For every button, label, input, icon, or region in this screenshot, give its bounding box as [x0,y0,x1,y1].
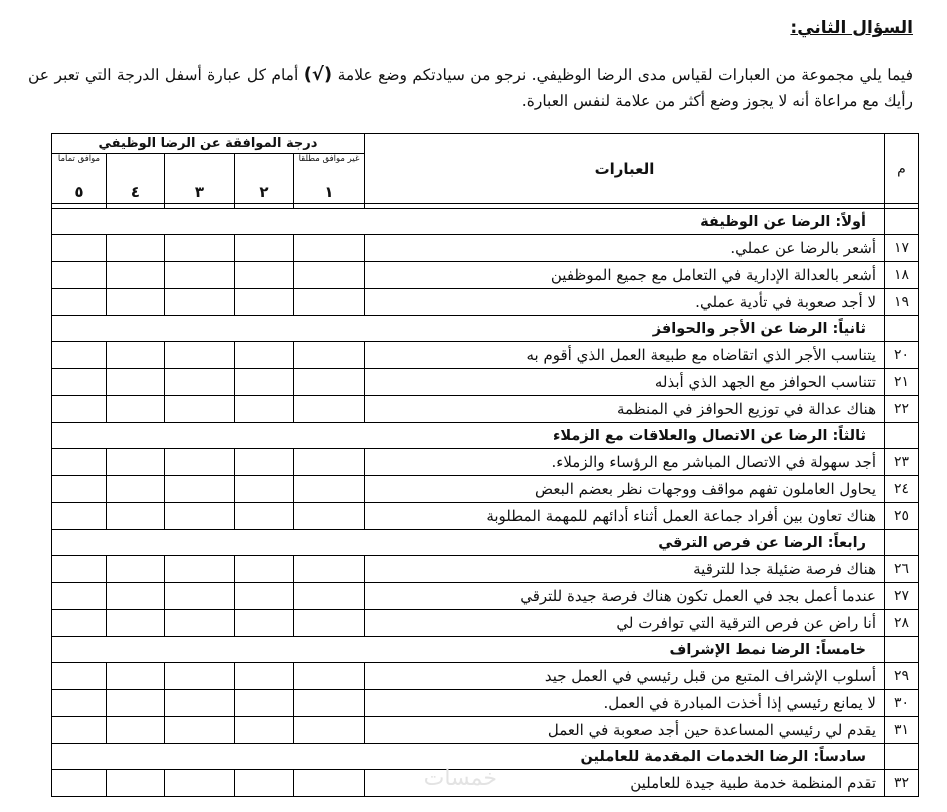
statement-row [52,235,919,262]
rating-cell-2[interactable] [235,449,294,476]
statement-text: هناك تعاون بين أفراد جماعة العمل أثناء أدائهم للمهمة المطلوبة [365,503,885,530]
statement-row [52,556,919,583]
instructions-text-start: فيما يلي مجموعة من العبارات لقياس مدى الرضا الوظيفي. نرجو من سيادتكم وضع علامة [332,66,913,84]
statement-number: ٣٢ [885,770,919,797]
rating-cell-5[interactable] [52,369,107,396]
rating-cell-1[interactable] [294,262,365,289]
rating-cell-4[interactable] [107,369,165,396]
rating-cell-5[interactable] [52,342,107,369]
rating-cell-5[interactable] [52,717,107,744]
rating-cell-1[interactable] [294,476,365,503]
rating-cell-5[interactable] [52,235,107,262]
rating-cell-3[interactable] [165,369,235,396]
rating-cell-4[interactable] [107,717,165,744]
section-row [52,316,919,342]
rating-cell-2[interactable] [235,770,294,797]
rating-cell-1[interactable] [294,717,365,744]
statement-text: لا أجد صعوبة في تأدية عملي. [365,289,885,316]
section-title: أولاً: الرضا عن الوظيفة [52,209,885,235]
rating-cell-1[interactable] [294,583,365,610]
statement-text: أجد سهولة في الاتصال المباشر مع الرؤساء والزملاء. [365,449,885,476]
rating-cell-4[interactable] [107,610,165,637]
section-title: سادساً: الرضا الخدمات المقدمة للعاملين [52,744,885,770]
statement-text: هناك عدالة في توزيع الحوافز في المنظمة [365,396,885,423]
rating-cell-3[interactable] [165,663,235,690]
rating-cell-1[interactable] [294,342,365,369]
section-number-cell [885,423,919,449]
statement-number: ٢٥ [885,503,919,530]
statement-number: ٣١ [885,717,919,744]
instructions-text-end: أمام كل عبارة أسفل الدرجة التي تعبر عن رأيك مع مراعاة أنه لا يجوز وضع أكثر من علامة لنفس العبارة. [28,66,913,110]
statement-number: ١٨ [885,262,919,289]
rating-cell-1[interactable] [294,449,365,476]
statement-row [52,717,919,744]
section-title: خامساً: الرضا نمط الإشراف [52,637,885,663]
statement-row [52,396,919,423]
rating-cell-1[interactable] [294,556,365,583]
rating-cell-2[interactable] [235,503,294,530]
rating-cell-5[interactable] [52,556,107,583]
rating-cell-1[interactable] [294,503,365,530]
scale-digit-2: ٢ [235,182,294,204]
scale-digit-5: ٥ [52,182,107,204]
scale-high-label: موافق تماما [52,154,107,182]
statement-text: تتناسب الحوافز مع الجهد الذي أبذله [365,369,885,396]
rating-cell-2[interactable] [235,289,294,316]
statement-row [52,289,919,316]
rating-cell-5[interactable] [52,396,107,423]
rating-cell-3[interactable] [165,396,235,423]
statement-text: أنا راض عن فرص الترقية التي توافرت لي [365,610,885,637]
rating-cell-2[interactable] [235,476,294,503]
statement-number: ٢٦ [885,556,919,583]
number-column-header: م [885,134,919,204]
rating-cell-4[interactable] [107,770,165,797]
rating-cell-1[interactable] [294,663,365,690]
rating-cell-5[interactable] [52,583,107,610]
scale-digit-1: ١ [294,182,365,204]
rating-cell-4[interactable] [107,476,165,503]
watermark-logo: خمسات [423,766,497,791]
scale-label-2 [235,154,294,182]
statement-number: ٢٣ [885,449,919,476]
statement-row [52,770,919,797]
rating-cell-3[interactable] [165,235,235,262]
rating-cell-3[interactable] [165,342,235,369]
rating-cell-3[interactable] [165,262,235,289]
rating-cell-3[interactable] [165,476,235,503]
statement-text: هناك فرصة ضئيلة جدا للترقية [365,556,885,583]
rating-cell-5[interactable] [52,690,107,717]
rating-cell-2[interactable] [235,556,294,583]
statement-number: ٢٨ [885,610,919,637]
rating-cell-4[interactable] [107,449,165,476]
statement-number: ٢٠ [885,342,919,369]
section-title: ثانياً: الرضا عن الأجر والحوافز [52,316,885,342]
rating-cell-3[interactable] [165,610,235,637]
rating-cell-5[interactable] [52,262,107,289]
rating-cell-2[interactable] [235,717,294,744]
section-row [52,209,919,235]
rating-cell-3[interactable] [165,690,235,717]
rating-cell-1[interactable] [294,770,365,797]
statement-text: أشعر بالرضا عن عملي. [365,235,885,262]
rating-cell-1[interactable] [294,235,365,262]
rating-cell-1[interactable] [294,610,365,637]
statement-number: ١٧ [885,235,919,262]
statement-text: عندما أعمل بجد في العمل تكون هناك فرصة جيدة للترقي [365,583,885,610]
question-title: السؤال الثاني: [790,18,913,38]
statement-number: ٣٠ [885,690,919,717]
section-title: ثالثاً: الرضا عن الاتصال والعلاقات مع الزملاء [52,423,885,449]
rating-cell-3[interactable] [165,449,235,476]
rating-cell-2[interactable] [235,663,294,690]
statement-number: ٢١ [885,369,919,396]
rating-cell-4[interactable] [107,342,165,369]
statement-number: ٢٩ [885,663,919,690]
statement-row [52,690,919,717]
statement-row [52,583,919,610]
section-number-cell [885,637,919,663]
section-row [52,637,919,663]
rating-cell-5[interactable] [52,663,107,690]
rating-cell-2[interactable] [235,396,294,423]
rating-cell-5[interactable] [52,449,107,476]
rating-cell-2[interactable] [235,235,294,262]
rating-cell-2[interactable] [235,583,294,610]
rating-cell-2[interactable] [235,342,294,369]
rating-cell-1[interactable] [294,396,365,423]
rating-cell-2[interactable] [235,690,294,717]
rating-cell-4[interactable] [107,690,165,717]
scale-digit-4: ٤ [107,182,165,204]
rating-cell-1[interactable] [294,289,365,316]
statement-text: يتناسب الأجر الذي اتقاضاه مع طبيعة العمل الذي أقوم به [365,342,885,369]
statement-number: ٢٢ [885,396,919,423]
agreement-scale-title: درجة الموافقة عن الرضا الوظيفي [52,134,365,154]
rating-cell-1[interactable] [294,369,365,396]
rating-cell-4[interactable] [107,503,165,530]
rating-cell-5[interactable] [52,503,107,530]
rating-cell-2[interactable] [235,262,294,289]
scale-low-label: غير موافق مطلقا [294,154,365,182]
statement-text: أشعر بالعدالة الإدارية في التعامل مع جميع الموظفين [365,262,885,289]
statement-row [52,262,919,289]
rating-cell-5[interactable] [52,610,107,637]
statement-text: يحاول العاملون تفهم مواقف ووجهات نظر بعضم البعض [365,476,885,503]
section-title: رابعاً: الرضا عن فرص الترقي [52,530,885,556]
rating-cell-5[interactable] [52,770,107,797]
section-number-cell [885,530,919,556]
check-mark-symbol: (√) [303,64,333,85]
rating-cell-4[interactable] [107,556,165,583]
rating-cell-2[interactable] [235,610,294,637]
statement-row [52,449,919,476]
rating-cell-3[interactable] [165,717,235,744]
scale-label-4 [107,154,165,182]
rating-cell-4[interactable] [107,262,165,289]
statement-number: ١٩ [885,289,919,316]
statement-row [52,476,919,503]
statements-column-header: العبارات [365,134,885,204]
scale-digit-3: ٣ [165,182,235,204]
rating-cell-1[interactable] [294,690,365,717]
section-row [52,744,919,770]
rating-cell-5[interactable] [52,289,107,316]
rating-cell-3[interactable] [165,583,235,610]
section-row [52,530,919,556]
rating-cell-5[interactable] [52,476,107,503]
scale-label-3 [165,154,235,182]
statement-text: لا يمانع رئيسي إذا أخذت المبادرة في العمل. [365,690,885,717]
statement-number: ٢٤ [885,476,919,503]
statement-row [52,369,919,396]
rating-cell-2[interactable] [235,369,294,396]
statement-text: يقدم لي رئيسي المساعدة حين أجد صعوبة في العمل [365,717,885,744]
survey-table [51,133,919,797]
section-number-cell [885,316,919,342]
statement-number: ٢٧ [885,583,919,610]
rating-cell-4[interactable] [107,663,165,690]
rating-cell-4[interactable] [107,289,165,316]
statement-text: أسلوب الإشراف المتبع من قبل رئيسي في العمل جيد [365,663,885,690]
rating-cell-3[interactable] [165,289,235,316]
instructions-paragraph [28,62,913,114]
statement-row [52,610,919,637]
statement-row [52,663,919,690]
rating-cell-3[interactable] [165,770,235,797]
rating-cell-4[interactable] [107,583,165,610]
rating-cell-3[interactable] [165,503,235,530]
statement-row [52,503,919,530]
table-header-row [52,134,919,154]
rating-cell-4[interactable] [107,396,165,423]
statement-text: تقدم المنظمة خدمة طبية جيدة للعاملين [365,770,885,797]
section-row [52,423,919,449]
statement-row [52,342,919,369]
section-number-cell [885,209,919,235]
rating-cell-4[interactable] [107,235,165,262]
section-number-cell [885,744,919,770]
rating-cell-3[interactable] [165,556,235,583]
